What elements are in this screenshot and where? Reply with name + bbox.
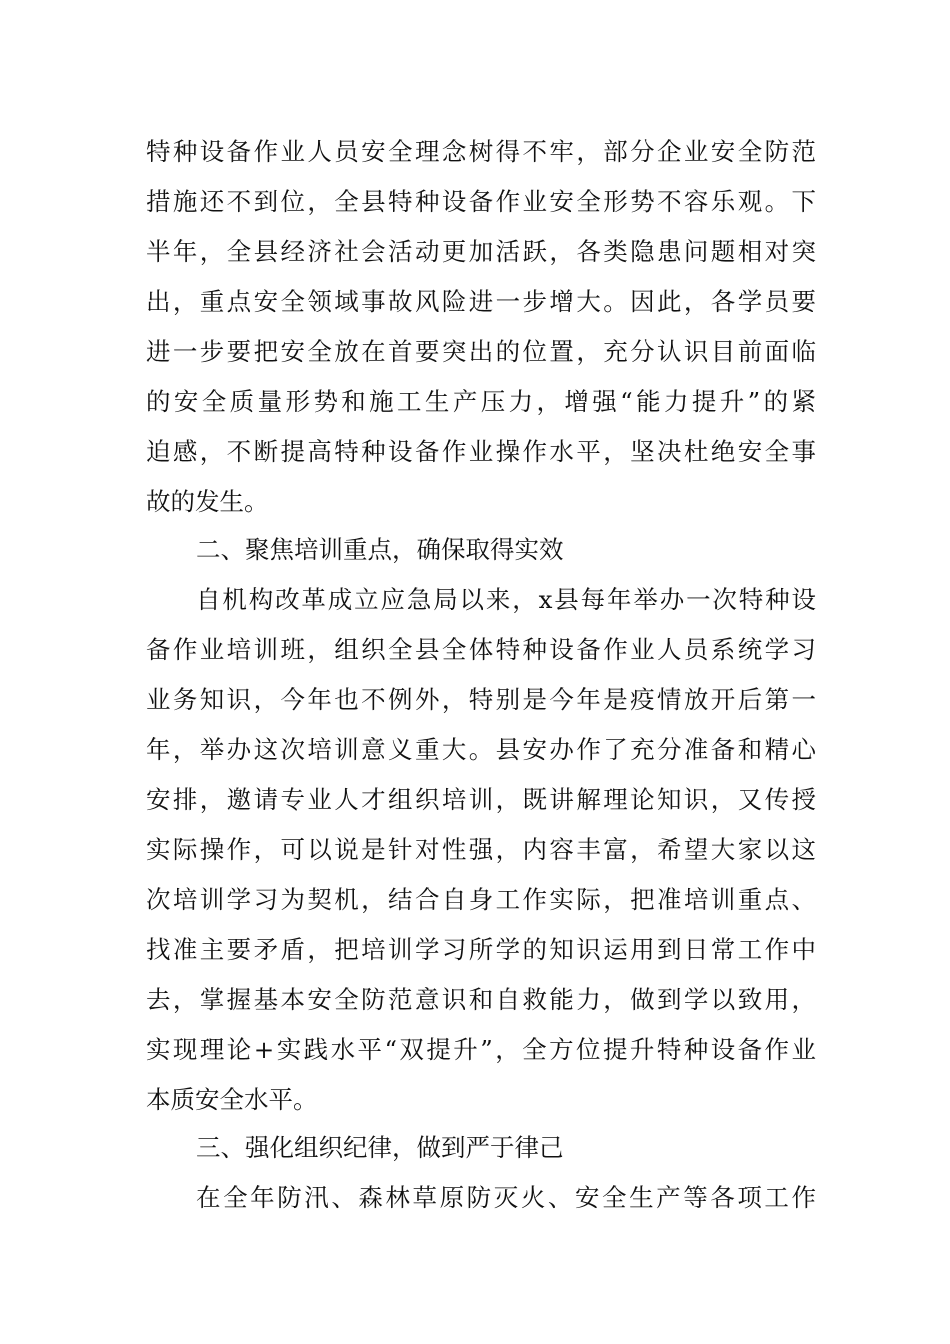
paragraph-line: 去，掌握基本安全防范意识和自救能力，做到学以致用， — [146, 985, 816, 1014]
paragraph-line: 本质安全水平。 — [146, 1085, 318, 1114]
paragraph-line: 出，重点安全领域事故风险进一步增大。因此，各学员要 — [146, 287, 816, 316]
paragraph-line: 措施还不到位，全县特种设备作业安全形势不容乐观。下 — [146, 187, 816, 216]
paragraph-line: 年，举办这次培训意义重大。县安办作了充分准备和精心 — [146, 735, 816, 764]
paragraph-line: 的安全质量形势和施工生产压力，增强“能力提升”的紧 — [146, 387, 816, 416]
section-heading: 三、强化组织纪律，做到严于律己 — [196, 1133, 564, 1162]
paragraph-line: 实际操作，可以说是针对性强，内容丰富，希望大家以这 — [146, 835, 816, 864]
paragraph-line: 安排，邀请专业人才组织培训，既讲解理论知识，又传授 — [146, 785, 816, 814]
paragraph-line: 迫感，不断提高特种设备作业操作水平，坚决杜绝安全事 — [146, 437, 816, 466]
paragraph-line: 进一步要把安全放在首要突出的位置，充分认识目前面临 — [146, 337, 816, 366]
paragraph-line: 备作业培训班，组织全县全体特种设备作业人员系统学习 — [146, 635, 816, 664]
paragraph-line: 找准主要矛盾，把培训学习所学的知识运用到日常工作中 — [146, 935, 816, 964]
section-heading: 二、聚焦培训重点，确保取得实效 — [196, 535, 564, 564]
paragraph-line: 业务知识，今年也不例外，特别是今年是疫情放开后第一 — [146, 685, 816, 714]
paragraph-line: 在全年防汛、森林草原防灭火、安全生产等各项工作 — [196, 1183, 816, 1212]
paragraph-line: 特种设备作业人员安全理念树得不牢，部分企业安全防范 — [146, 137, 816, 166]
paragraph-line: 实现理论+实践水平“双提升”，全方位提升特种设备作业 — [146, 1035, 816, 1064]
paragraph-line: 故的发生。 — [146, 487, 269, 516]
paragraph-line: 半年，全县经济社会活动更加活跃，各类隐患问题相对突 — [146, 237, 816, 266]
paragraph-line: 次培训学习为契机，结合自身工作实际，把准培训重点、 — [146, 885, 816, 914]
paragraph-line: 自机构改革成立应急局以来，x县每年举办一次特种设 — [196, 585, 816, 614]
